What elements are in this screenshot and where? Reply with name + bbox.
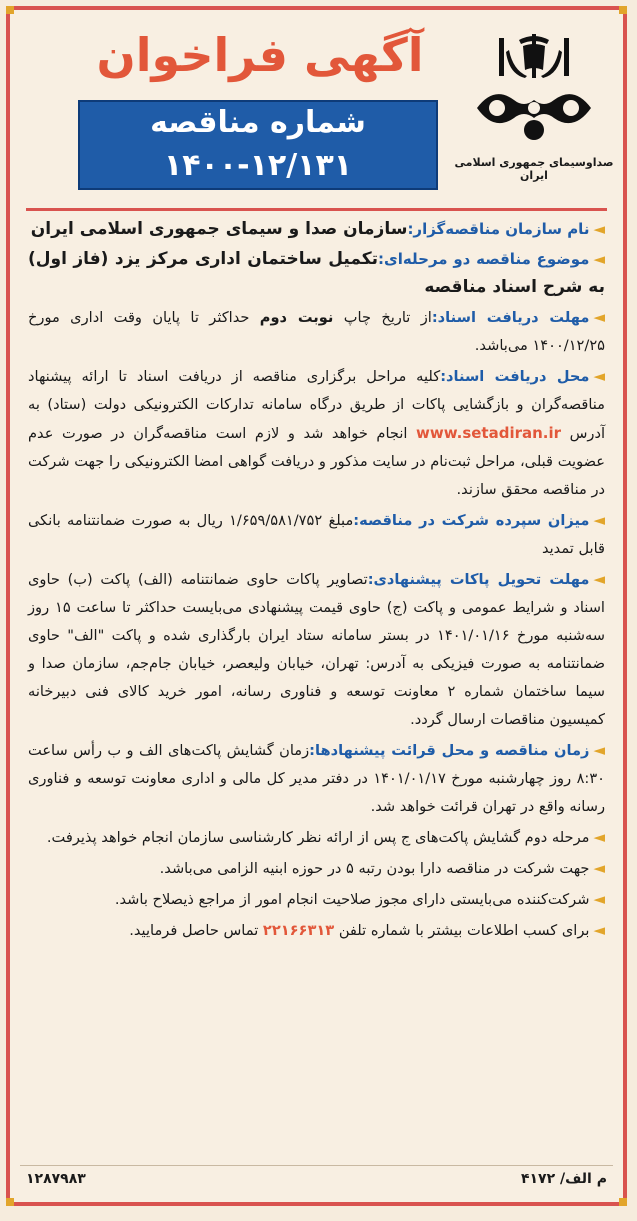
footer-code-left: ۱۲۸۷۹۸۳ xyxy=(26,1171,86,1187)
ad-frame xyxy=(6,6,627,1206)
paragraph-contact xyxy=(28,916,605,945)
bullet-arrow-icon: ◄ xyxy=(593,741,605,759)
text-second-stage: مرحله دوم گشایش پاکت‌های ج پس از ارائه نظر کارشناسی سازمان انجام خواهد پذیرفت. xyxy=(46,829,590,846)
text-doc-deadline-a: از تاریخ چاپ xyxy=(343,309,432,326)
text-rank: جهت شرکت در مناقصه دارا بودن رتبه ۵ در حوزه ابنیه الزامی می‌باشد. xyxy=(159,860,590,877)
bullet-arrow-icon: ◄ xyxy=(593,921,605,939)
text-doc-location-b: انجام خواهد شد و لازم است مناقصه‌گران در صورت عدم عضویت قبلی، مراحل ثبت‌نام در سایت مذکور و دریافت گواهی امضا الکترونیکی را جهت شرکت در مناقصه محقق سازند. xyxy=(28,425,605,498)
bullet-arrow-icon: ◄ xyxy=(593,890,605,908)
text-organizer: سازمان صدا و سیمای جمهوری اسلامی ایران xyxy=(30,219,408,239)
text-contact-a: برای کسب اطلاعات بیشتر با شماره تلفن xyxy=(338,922,590,939)
text-subject: تکمیل ساختمان اداری مرکز یزد (فاز اول) به شرح اسناد مناقصه xyxy=(28,249,605,297)
label-doc-deadline: مهلت دریافت اسناد: xyxy=(431,309,590,326)
tender-number: ۱۴۰۰-۱۲/۱۳۱ xyxy=(163,148,353,183)
paragraph-deposit xyxy=(28,506,605,563)
label-submission: مهلت تحویل پاکات پیشنهادی: xyxy=(367,571,590,588)
bullet-arrow-icon: ◄ xyxy=(593,859,605,877)
label-organizer: نام سازمان مناقصه‌گزار: xyxy=(407,220,590,238)
footer-code-right: م الف/ ۴۱۷۲ xyxy=(520,1171,607,1187)
paragraph-organizer xyxy=(28,215,605,243)
text-opening: زمان گشایش پاکت‌های الف و ب رأس ساعت ۸:۳۰ روز چهارشنبه مورخ ۱۴۰۱/۰۱/۱۷ در دفتر مدیر کل مالی و اداری معاونت توسعه و فناوری رسانه واقع در تهران قرائت خواهد شد. xyxy=(28,742,605,815)
bullet-arrow-icon: ◄ xyxy=(593,250,605,268)
text-deposit: مبلغ ۱/۶۵۹/۵۸۱/۷۵۲ ریال به صورت ضمانتنامه بانکی قابل تمدید xyxy=(28,512,605,557)
corner-ornament xyxy=(6,6,14,14)
bullet-arrow-icon: ◄ xyxy=(593,220,605,238)
label-opening: زمان مناقصه و محل قرائت پیشنهادها: xyxy=(309,742,590,759)
tender-label: شماره مناقصه xyxy=(150,105,366,140)
paragraph-license xyxy=(28,885,605,914)
text-doc-location-a: کلیه مراحل برگزاری مناقصه از دریافت اسناد تا ارائه پیشنهاد مناقصه‌گران و بازگشایی پاکات از طریق درگاه سامانه تدارکات الکترونیکی دولت (ستاد) به آدرس xyxy=(28,368,606,442)
paragraph-doc-deadline xyxy=(28,303,605,360)
bullet-arrow-icon: ◄ xyxy=(593,828,605,846)
irib-logo xyxy=(454,30,614,190)
tender-number-box xyxy=(78,100,438,190)
text-doc-deadline-c: حداکثر تا پایان وقت اداری مورخ ۱۴۰۰/۱۲/۲۵ می‌باشد. xyxy=(28,309,605,354)
website-link[interactable]: www.setadiran.ir xyxy=(416,424,562,442)
bullet-arrow-icon: ◄ xyxy=(593,367,605,385)
corner-ornament xyxy=(6,1198,14,1206)
bullet-arrow-icon: ◄ xyxy=(593,511,605,529)
corner-ornament xyxy=(619,6,627,14)
bullet-arrow-icon: ◄ xyxy=(593,308,606,326)
page-title: آگهی فراخوان xyxy=(96,28,424,82)
label-doc-location: محل دریافت اسناد: xyxy=(440,368,590,385)
paragraph-opening xyxy=(28,736,605,821)
paragraph-second-stage xyxy=(28,823,605,852)
footer xyxy=(20,1165,613,1192)
paragraph-subject xyxy=(28,245,605,301)
contact-phone[interactable]: ۲۲۱۶۶۳۱۳ xyxy=(262,922,335,939)
paragraph-submission xyxy=(28,565,605,734)
org-caption: صداوسیمای جمهوری اسلامی ایران xyxy=(454,156,614,182)
text-contact-b: تماس حاصل فرمایید. xyxy=(129,922,259,939)
irib-emblem-icon xyxy=(469,30,599,150)
paragraph-rank xyxy=(28,854,605,883)
text-license: شرکت‌کننده می‌بایستی دارای مجوز صلاحیت انجام امور از مراجع ذیصلاح باشد. xyxy=(114,891,590,908)
text-doc-deadline-b: نوبت دوم xyxy=(259,309,334,326)
text-submission: تصاویر پاکات حاوی ضمانتنامه (الف) پاکت (ب) حاوی اسناد و شرایط عمومی و پاکت (ج) حاوی قیمت پیشنهادی می‌بایست حداکثر تا ساعت ۱۵ روز سه‌شنبه مورخ ۱۴۰۱/۰۱/۱۶ در بستر سامانه ستاد ایران بارگذاری شده و پاکت "الف" حاوی ضمانتنامه به صورت فیزیکی به آدرس: تهران، خیابان ولیعصر، خیابان جام‌جم، سازمان صدا و سیما ساختمان شماره ۲ معاونت توسعه و فناوری رسانه، امور خرید کالای فنی دبیرخانه کمیسیون مناقصات ارسال گردد. xyxy=(28,571,606,728)
bullet-arrow-icon: ◄ xyxy=(593,570,605,588)
divider xyxy=(26,208,607,211)
label-deposit: میزان سپرده شرکت در مناقصه: xyxy=(353,512,590,529)
label-subject: موضوع مناقصه دو مرحله‌ای: xyxy=(378,250,590,268)
paragraph-doc-location xyxy=(28,362,605,504)
ad-body xyxy=(28,215,605,1162)
header xyxy=(20,20,620,200)
corner-ornament xyxy=(619,1198,627,1206)
